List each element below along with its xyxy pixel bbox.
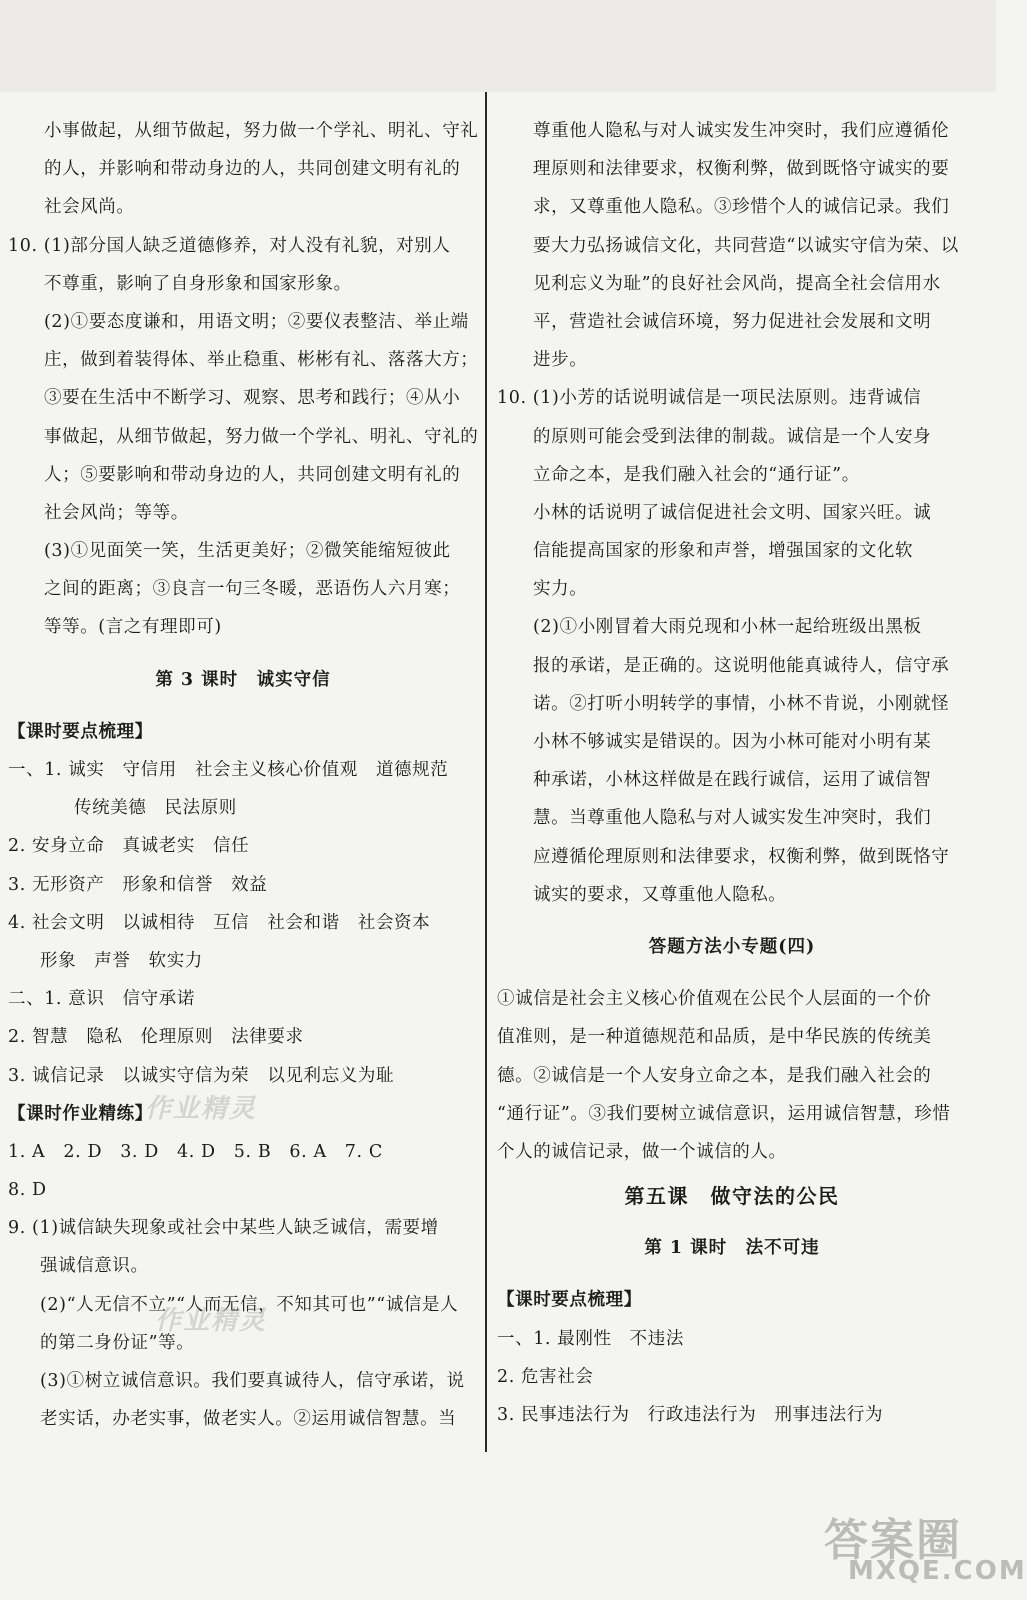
text-line: 理原则和法律要求，权衡利弊，做到既恪守诚实的要 (533, 159, 950, 180)
text-line: 值准则，是一种道德规范和品质，是中华民族的传统美 (497, 1027, 932, 1048)
text-line: 小事做起，从细节做起，努力做一个学礼、明礼、守礼 (44, 121, 479, 141)
text-line: 8. D (8, 1180, 47, 1201)
text-line: 传统美德 民法原则 (74, 798, 237, 819)
text-line: ③要在生活中不断学习、观察、思考和践行；④从小 (44, 388, 461, 409)
text-line: 求，又尊重他人隐私。③珍惜个人的诚信记录。我们 (533, 197, 950, 218)
text-line: 不尊重，影响了自身形象和国家形象。 (44, 273, 352, 294)
text-line: 二、1. 意识 信守承诺 (8, 989, 195, 1010)
text-line: 4. 社会文明 以诚相待 互信 社会和谐 社会资本 (8, 912, 431, 933)
left-column (8, 112, 478, 1438)
text-line: 10. (1)小芳的话说明诚信是一项民法原则。违背诚信 (497, 388, 922, 409)
text-line: 诺。②打听小明转学的事情，小林不肯说，小刚就怪 (533, 693, 950, 714)
text-line: 之间的距离；③良言一句三冬暖，恶语伤人六月寒； (44, 579, 461, 600)
logo-text: 答案圈 (824, 1515, 962, 1566)
section-label: 【课时要点梳理】 (497, 1290, 642, 1311)
text-line: 形象 声誉 软实力 (40, 950, 203, 971)
text-line: 要大力弘扬诚信文化，共同营造“以诚实守信为荣、以 (533, 235, 959, 256)
text-line: 2. 危害社会 (497, 1366, 594, 1387)
text-line: 1. A 2. D 3. D 4. D 5. B 6. A 7. C (8, 1141, 383, 1162)
text-line: 小林不够诚实是错误的。因为小林可能对小明有某 (533, 732, 932, 752)
section-label: 【课时要点梳理】 (8, 721, 153, 742)
text-line: 事做起，从细节做起，努力做一个学礼、明礼、守礼的 (44, 426, 479, 447)
column-divider (485, 92, 487, 1452)
text-line: (3)①见面笑一笑，生活更美好；②微笑能缩短彼此 (44, 541, 451, 562)
text-line: ①诚信是社会主义核心价值观在公民个人层面的一个价 (497, 989, 932, 1010)
text-line: 3. 无形资产 形象和信誉 效益 (8, 874, 268, 895)
text-line: 实力。 (533, 579, 588, 600)
section-label: 【课时作业精练】 (8, 1103, 153, 1124)
text-line: 个人的诚信记录，做一个诚信的人。 (497, 1141, 787, 1162)
text-line: (2)①要态度谦和，用语文明；②要仪表整洁、举止端 (44, 311, 469, 332)
unit-heading: 第五课 做守法的公民 (624, 1184, 840, 1209)
text-line: 社会风尚；等等。 (44, 502, 189, 523)
scan-top-margin (0, 0, 996, 92)
right-block-3 (497, 1281, 967, 1434)
watermark: 作业精灵 (155, 1306, 268, 1336)
text-line: 2. 安身立命 真诚老实 信任 (8, 836, 250, 857)
text-line: 报的承诺，是正确的。这说明他能真诚待人，信守承 (533, 655, 950, 676)
text-line: 一、1. 诚实 守信用 社会主义核心价值观 道德规范 (8, 760, 449, 780)
text-line: 3. 诚信记录 以诚实守信为荣 以见利忘义为耻 (8, 1065, 395, 1086)
logo-url: MXQE.COM (848, 1556, 1027, 1586)
text-line: 强诚信意识。 (40, 1256, 149, 1277)
text-line: 一、1. 最刚性 不违法 (497, 1328, 684, 1349)
watermark: 作业精灵 (145, 1094, 258, 1124)
text-line: “通行证”。③我们要树立诚信意识，运用诚信智慧，珍惜 (497, 1103, 951, 1124)
text-line: 等等。(言之有理即可) (44, 617, 222, 638)
text-line: 平，营造社会诚信环境，努力促进社会发展和文明 (533, 311, 932, 332)
text-line: 信能提高国家的形象和声誉，增强国家的文化软 (533, 541, 914, 562)
lesson-heading: 第 3 课时 诚实守信 (155, 669, 331, 690)
lesson-heading-2: 第 1 课时 法不可违 (644, 1238, 820, 1259)
text-line: 尊重他人隐私与对人诚实发生冲突时，我们应遵循伦 (533, 121, 950, 141)
text-line: 立命之本，是我们融入社会的“通行证”。 (533, 464, 860, 485)
text-line: 2. 智慧 隐私 伦理原则 法律要求 (8, 1027, 304, 1048)
text-line: 10. (1)部分国人缺乏道德修养，对人没有礼貌，对别人 (8, 235, 451, 256)
text-line: (3)①树立诚信意识。我们要真诚待人，信守承诺，说 (40, 1371, 465, 1391)
text-line: 进步。 (533, 350, 588, 371)
text-line: 应遵循伦理原则和法律要求，权衡利弊，做到既恪守 (533, 846, 950, 867)
text-line: 社会风尚。 (44, 197, 135, 218)
text-line: 诚实的要求，又尊重他人隐私。 (533, 884, 787, 905)
text-line: 的第二身份证”等。 (40, 1332, 195, 1353)
left-block-1 (8, 112, 478, 647)
text-line: 慧。当尊重他人隐私与对人诚实发生冲突时，我们 (533, 808, 932, 829)
text-line: 德。②诚信是一个人安身立命之本，是我们融入社会的 (497, 1065, 932, 1086)
text-line: 人；⑤要影响和带动身边的人，共同创建文明有礼的 (44, 464, 461, 485)
text-line: 老实话，办老实事，做老实人。②运用诚信智慧。当 (40, 1409, 457, 1430)
right-block-2 (497, 980, 967, 1171)
text-line: (2)①小刚冒着大雨兑现和小林一起给班级出黑板 (533, 617, 922, 638)
text-line: 9. (1)诚信缺失现象或社会中某些人缺乏诚信，需要增 (8, 1218, 439, 1239)
text-line: 小林的话说明了诚信促进社会文明、国家兴旺。诚 (533, 502, 932, 523)
text-line: 的人，并影响和带动身边的人，共同创建文明有礼的 (44, 159, 461, 180)
text-line: 庄，做到着装得体、举止稳重、彬彬有礼、落落大方； (44, 350, 479, 371)
text-line: 种承诺，小林这样做是在践行诚信，运用了诚信智 (533, 770, 932, 791)
text-line: 的原则可能会受到法律的制裁。诚信是一个人安身 (533, 426, 932, 447)
right-column (497, 112, 967, 1434)
right-block-1 (497, 112, 967, 914)
text-line: (2)“人无信不立”“人而无信，不知其可也”“诚信是人 (40, 1294, 459, 1315)
special-topic-heading: 答题方法小专题(四) (648, 936, 816, 957)
text-line: 见利忘义为耻”的良好社会风尚，提高全社会信用水 (533, 273, 941, 294)
site-logo (818, 1504, 1027, 1594)
text-line: 3. 民事违法行为 行政违法行为 刑事违法行为 (497, 1405, 884, 1425)
